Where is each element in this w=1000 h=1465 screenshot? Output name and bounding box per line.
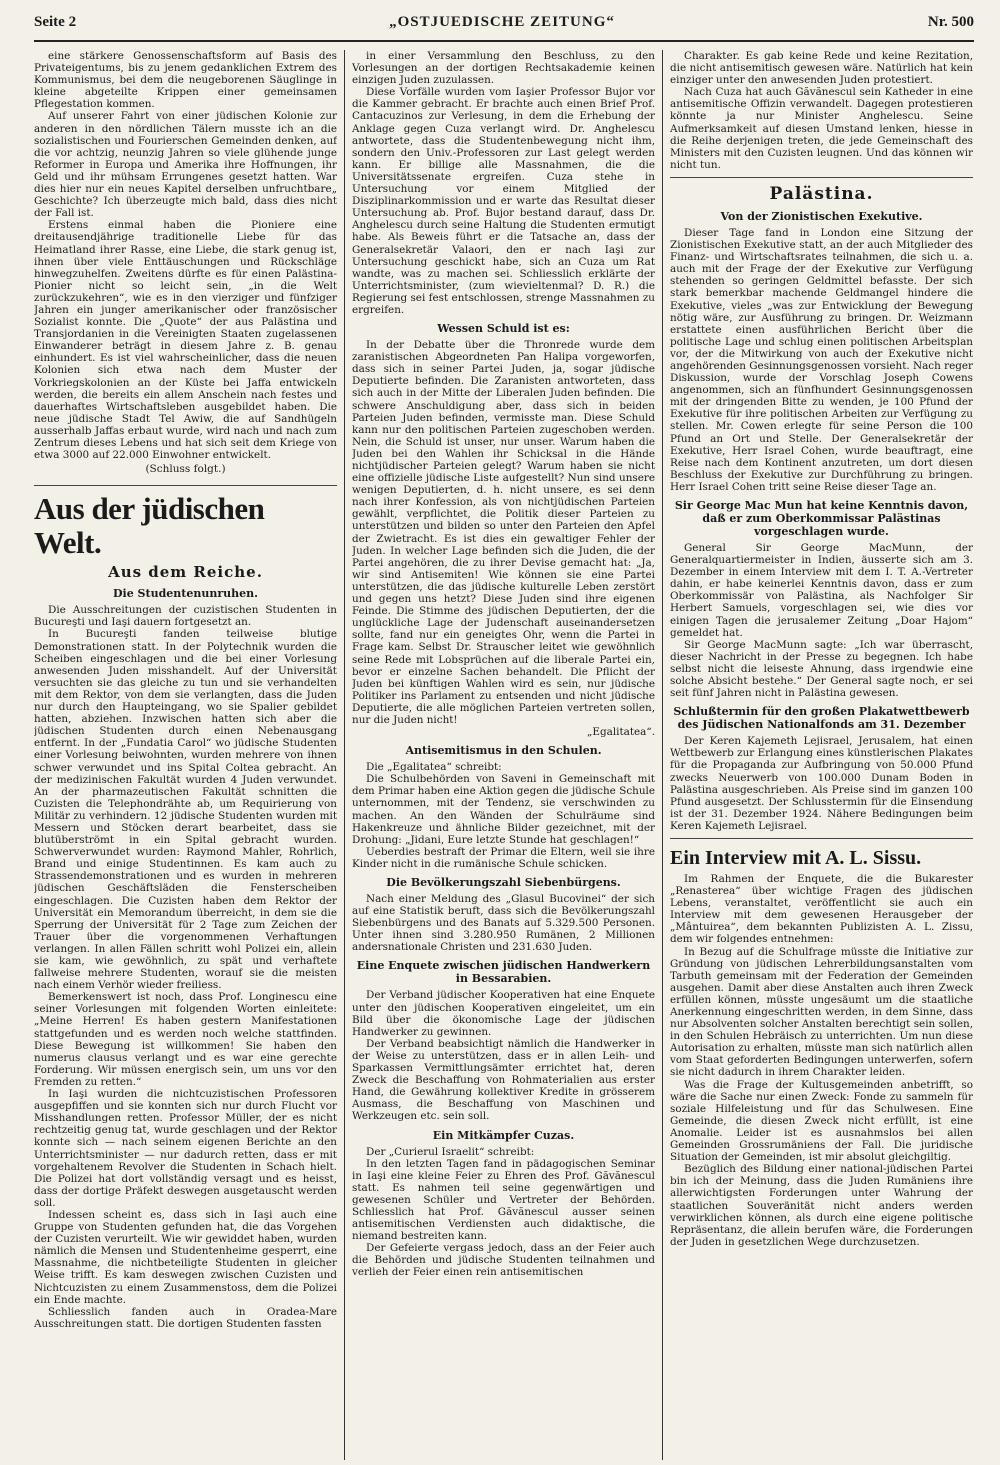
article-paragraph: In Bucureşti fanden teilweise blutige Demonstrationen statt. In der Polytechnik wurden die Scheiben eingeschlagen und die bei einer Vorlesung anwesenden Juden misshandelt. Auf der Universität versuchten sie das gleiche zu tun und sie verhandelten mit dem Rektor, von dem sie verlangten, dass die Juden nur durch den Haupteingang, wo sie Spalier gebildet hatten, abziehen. Inzwischen hatten sich aber die jüdischen Studenten durch einen Nebenausgang entfernt. In der „Fundatia Carol“ wo jüdische Studenten einer Vorlesung beiwohnten, wurden mehrere von ihnen schwer verwundet und ins Spital Coltea gebracht. An der medizinischen Fakultät wurden 4 Juden verwundet. An der pharmazeutischen Fakultät schnitten die Cuzisten die Telephondrähte ab, um Requirierung von Militär zu verhindern. 12 jüdische Studenten wurden mit Messern und Stöcken derart bearbeitet, dass sie blutüberströmt in ein Spital gebracht wurden. Schwerverwundet wurden: Raymond Mahler, Rohrlich, Brand und einige Studentinnen. Es kam auch zu Strassendemonstrationen und es wurden in mehreren jüdischen Geschäftsläden die Fensterscheiben eingeschlagen. Die Cuzisten haben dem Rektor der Universität ein Memorandum überreicht, in dem sie die Sperrung der Universität für 2 Tage zum Zeichen der Trauer über die vorgenommenen Verhaftungen verlangen. In allen Fällen schritt wohl Polizei ein, allein sie kam, wie gewöhnlich, zu spät und verhaftete fallweise mehrere Studenten, worauf sie die meisten nach einem Verhör wieder freiliess. bbox=[34, 628, 337, 992]
article-paragraph: Indessen scheint es, dass sich in Iaşi auch eine Gruppe von Studenten gefunden hat, die das Vorgehen der Cuzisten verurteilt. Wie wir gewiddet haben, wurden nämlich die Mensen und Studentenheime gesperrt, eine Massnahme, die nichtbeteiligte Studenten in gleicher Weise trifft. Es kam deswegen zwischen Cuzisten und Nichtcuzisten zu einem Zusammenstoss, dem die Polizei ein Ende machte. bbox=[34, 1208, 337, 1306]
column-rule bbox=[344, 50, 345, 1460]
article-title: Von der Zionistischen Exekutive. bbox=[720, 209, 923, 223]
columns bbox=[34, 50, 974, 1460]
article-paragraph: Charakter. Es gab keine Rede und keine Rezitation, die nicht antisemitisch gewesen wäre. Natürlich hat kein einziger unter den anwesenden Juden protestiert. bbox=[670, 50, 973, 87]
article-title: Eine Enquete zwischen jüdischen Handwerkern in Bessarabien. bbox=[356, 959, 651, 986]
article-paragraph: Schliesslich fanden auch in Oradea-Mare Ausschreitungen statt. Die dortigen Studenten fassten bbox=[34, 1305, 337, 1330]
issue-number: Nr. 500 bbox=[927, 14, 974, 30]
divider bbox=[670, 177, 973, 178]
article-title: Sir George Mac Mun hat keine Kenntnis davon, daß er zum Oberkommissar Palästinas vorgeschlagen wurde. bbox=[674, 499, 969, 538]
page-label: Seite 2 bbox=[34, 14, 77, 30]
article-title: Ein Mitkämpfer Cuzas. bbox=[432, 1128, 575, 1142]
article-paragraph: In der Debatte über die Thronrede wurde dem zaranistischen Abgeordneten Pan Halipa vorgeworfen, dass sich in seiner Partei Juden, ja, sogar jüdische Deputierte befinden. Die Zaranisten antworteten, dass sich auch in der Mitte der Liberalen Juden befinden. Die schwere Anschuldigung aber, dass sich in beiden Parteien Juden befinden, vermisste man. Diese Schuld kann nur den politischen Parteien zugeschoben werden. Nein, die Schuld ist unser, nur unser. Warum haben die Juden bei den Wahlen ihr Schicksal in die Hände nichtjüdischer Parteien gelegt? Warum haben sie nicht eine offizielle jüdische Liste aufgestellt? Nun sind unsere wenigen Deputierten, d. h. nicht unsere, es sei denn nach ihrer Konfession, als von nichtjüdischen Parteien gewählt, verpflichtet, die Politik dieser Parteien zu unterstützen und bilden so unter den Parteien den Apfel der Zwietracht. Es ist dies ein gewaltiger Fehler der Juden. In welcher Lage befinden sich die Juden, die der Partei angehören, die zu ihrer Devise gemacht hat: „Ja, wir sind Antisemiten! Wie können sie eine Partei unterstützen, die das jüdische kulturelle Leben zerstört und gegen uns hetzt? Diese Juden sind ihre eigenen Feinde. Die Stimme des jüdischen Deputierten, der die unglückliche Lage der Judenschaft auseinandersetzen sollte, fand nur ein geneigtes Ohr, wenn die Partei in Frage kam. Selbst Dr. Strauscher leitet wie gewöhnlich seine Rede mit Lobsprüchen auf die liberale Partei ein, bevor er einzelne Sachen behandelt. Die Pflicht der Juden bei künftigen Wahlen wird es sein, nur jüdische Politiker ins Parlament zu entsenden und nicht jüdische Deputierte, die alle möglichen Parteien vertreten sollen, nur die Juden nicht! bbox=[352, 339, 655, 726]
section-title: Ein Interview mit A. L. Sissu. bbox=[670, 846, 922, 869]
article-paragraph: Im Rahmen der Enquete, die die Bukarester „Renasterea“ über wichtige Fragen des jüdischen Lebens, veranstaltet, veröffentlicht sie auch ein Interview mit dem gewesenen Herausgeber der „Mântuirea“, dem bekannten Publizisten A. L. Zissu, dem wir folgendes entnehmen: bbox=[670, 872, 973, 946]
source-attribution: „Egalitatea“. bbox=[587, 726, 655, 739]
article-paragraph: Der „Curierul Israelit“ schreibt: bbox=[366, 1145, 535, 1158]
article-paragraph: In Iaşi wurden die nichtcuzistischen Professoren ausgepfiffen und sie konnten sich nur durch Flucht vor Misshandlungen retten. Professor Müller, der es nicht rechtzeitig genug tat, wurde geschlagen und der Rektor konnte sich — nach seinem eigenen Berichte an den Unterrichtsminister — nur dadurch retten, dass er mit vorgehaltenem Revolver die Studenten in Schach hielt. Die Polizei hat dort vollständig versagt und es heisst, dass der dortige Präfekt deswegen ausgetauscht werden soll. bbox=[34, 1088, 337, 1209]
article-paragraph: Die „Egalitatea“ schreibt: bbox=[366, 761, 502, 774]
column-1 bbox=[34, 50, 337, 1460]
article-paragraph: Der Verband beabsichtigt nämlich die Handwerker in der Weise zu unterstützen, dass er in allen Leih- und Sparkassen Vermittlungsämter errichtet hat, deren Zweck die Beschaffung von Rohmaterialien aus erster Hand, die Gewährung kollektiver Kredite in grösserem Ausmass, die Beschaffung von Maschinen und Werkzeugen etc. sein soll. bbox=[352, 1037, 655, 1123]
article-title: Antisemitismus in den Schulen. bbox=[405, 744, 602, 758]
section-title: Palästina. bbox=[769, 183, 874, 204]
article-paragraph: Bemerkenswert ist noch, dass Prof. Longinescu eine seiner Vorlesungen mit folgenden Worten einleitete: „Meine Herren! Es haben gestern Manifestationen stattgefunden und es werden noch welche stattfinden. Diese Bewegung ist willkommen! Sie haben den numerus clausus verlangt und es war eine gerechte Forderung. Wir müssen energisch sein, um uns vor den Fremden zu retten.“ bbox=[34, 991, 337, 1088]
article-paragraph: Was die Frage der Kultusgemeinden anbetrifft, so wäre die Sache nur einen Zweck: Fonde zu sammeln für soziale Hilfeleistung und für das Schulwesen. Eine Gemeinde, die diesen Zweck nicht erfüllt, ist eine Anomalie. Leider ist es ausnahmslos bei allen Gemeinden Grossrumäniens der Fall. Die juridische Situation der Gemeinden, ist mir absolut gleichgiltig. bbox=[670, 1078, 973, 1164]
section-title: Aus der jüdischen Welt. bbox=[34, 491, 265, 561]
article-paragraph: Nach einer Meldung des „Glasul Bucovinei“ der sich auf eine Statistik beruft, dass sich die Bevölkerungszahl Siebenbürgens und des Banats auf 5.329.500 Personen. Unter ihnen sind 3.280.950 Rumänen, 2 Millionen andersnationale Christen und 231.630 Juden. bbox=[352, 893, 655, 954]
column-2 bbox=[352, 50, 655, 1460]
article-paragraph: Die Ausschreitungen der cuzistischen Studenten in Bucureşti und Iaşi dauern fortgesetzt an. bbox=[34, 604, 337, 629]
masthead bbox=[34, 14, 974, 36]
article-paragraph: Die Schulbehörden von Saveni in Gemeinschaft mit dem Primar haben eine Aktion gegen die jüdische Schule unternommen, mit der Tendenz, sie verschwinden zu machen. An den Wänden der Schulräume sind Hakenkreuze und ähnliche Bilder gezeichnet, mit der Drohung: „Jidani, Eure letzte Stunde hat geschlagen!“ bbox=[352, 773, 655, 846]
article-paragraph: Auf unserer Fahrt von einer jüdischen Kolonie zur anderen in den nördlichen Tälern musste ich an die sozialistischen und Fourierschen Gemeinden denken, auf die vor achtzig, neunzig Jahren so viele glühende junge Reformer in Europa und Amerika ihre Hoffnungen, ihr Geld und ihr mühsam Errungenes gesetzt hatten. War dies hier nur ein neues Kapitel derselben unfruchtbare„ Geschichte? Ich überzeugte mich bald, dass dies nicht der Fall ist. bbox=[34, 110, 337, 220]
article-paragraph: Der Keren Kajemeth Lejisrael, Jerusalem, hat einen Wettbewerb zur Erlangung eines künstlerischen Plakates für die Propaganda zur Aufbringung von 50.000 Pfund zwecks Neuerwerb von 100.000 Dunam Boden in Palästina ausgeschrieben. Als Preise sind im ganzen 100 Pfund ausgesetzt. Der Schlusstermin für die Einsendung ist der 31. Dezember 1924. Nähere Bedingungen beim Keren Kajemeth Lejisrael. bbox=[670, 735, 973, 832]
article-paragraph: Dieser Tage fand in London eine Sitzung der Zionistischen Exekutive statt, an der auch Mitglieder des Finanz- und Wirtschaftsrates teilnahmen, die sich u. a. auch mit der Frage der der Exekutive zur Verfügung stehenden so geringen Geldmittel befasste. Der sich stark bemerkbar machende Geldmangel hindere die Exekutive, vieles „was zur Entwicklung der Bewegung nötig wäre, zur Ausführung zu bringen. Dr. Weizmann erstattete einen ausführlichen Bericht über die politische Lage und schlug einen politischen Arbeitsplan vor, der die Mitwirkung von auch der Exekutive nicht angehörenden Gesinnungsgenossen vorsieht. Nach reger Diskussion, wurde der Vorschlag Joseph Cowens angenommen, sich an fünfhundert Gesinnungsgenossen mit der dringenden Bitte zu wenden, je 100 Pfund der Exekutive für ihre politischen Arbeiten zur Verfügung zu stellen. Mr. Cowen erlegte für seine Person die 100 Pfund an Ort und Stelle. Der Generalsekretär der Exekutive, Herr Israel Cohen, wurde beauftragt, eine Reise nach dem Kontinent anzutreten, um dort diesen Beschluss der Exekutive zur Durchführung zu bringen. Herr Israel Cohen tritt seine Reise dieser Tage an. bbox=[670, 226, 973, 493]
article-title: Wessen Schuld ist es: bbox=[437, 322, 570, 336]
article-paragraph: Nach Cuza hat auch Găvănescul sein Katheder in eine antisemitische Offizin verwandelt. Dagegen protestieren könnte ja nur Minister Anghelescu. Seine Aufmerksamkeit auf diesen Umstand lenken, hiesse in die Reihe derjenigen treten, die jede Gemeinschaft des Ministers mit den Cuzisten leugnen. Und das können wir nicht tun. bbox=[670, 86, 973, 171]
header-rule bbox=[34, 40, 974, 42]
article-title: Die Studentenunruhen. bbox=[113, 587, 258, 601]
divider bbox=[34, 485, 337, 486]
article-paragraph: Der Gefeierte vergass jedoch, dass an der Feier auch die Behörden und jüdische Studenten teilnahmen und verlieh der Feier einen rein antisemitischen bbox=[352, 1242, 655, 1279]
article-paragraph: in einer Versammlung den Beschluss, zu den Vorlesungen an der dortigen Rechtsakademie keinen einzigen Juden zuzulassen. bbox=[352, 50, 655, 87]
article-paragraph: eine stärkere Genossenschaftsform auf Basis des Privateigentums, bis zu jenem gedanklichen Extrem des Kommunismus, bei dem die neugeborenen Säuglinge in kleine abgeteilte Krippen einer gemeinsamen Pflegestation kommen. bbox=[34, 50, 337, 111]
newspaper-title: „OSTJUEDISCHE ZEITUNG“ bbox=[389, 14, 615, 30]
article-paragraph: Ueberdies bestraft der Primar die Eltern, weil sie ihre Kinder nicht in die rumänische Schule schicken. bbox=[352, 845, 655, 870]
article-paragraph: Diese Vorfälle wurden vom Iaşier Professor Bujor vor die Kammer gebracht. Er brachte auch einen Brief Prof. Cantacuzinos zur Verlesung, in dem die Erhebung der Anklage gegen Cuza verlangt wird. Dr. Anghelescu antwortete, dass die Studentenbewegung nicht ihm, sondern den Univ.-Professoren zur Last gelegt werden kann. Er billige alle Massnahmen, die die Universitätssenate ergreifen. Cuza stehe in Untersuchung vor einem Mitglied der Disziplinarkommission und er warte das Resultat dieser Untersuchung ab. Prof. Bujor bestand darauf, dass Dr. Anghelescu durch seine Haltung die Studenten ermutigt habe. Als Beweis führt er die Tatsache an, dass der Generalsekretär Valaori, den er nach Iaşi zur Untersuchung geschickt habe, sich an Cuza um Rat wandte, was zu machen sei. Schliesslich erklärte der Unterrichtsminister, (zum wievieltenmal? D. R.) die Regierung sei fest entschlossen, strenge Massnahmen zu ergreifen. bbox=[352, 86, 655, 316]
column-3 bbox=[670, 50, 973, 1460]
column-rule bbox=[662, 50, 663, 1460]
subsection-title: Aus dem Reiche. bbox=[108, 563, 263, 582]
article-paragraph: In Bezug auf die Schulfrage müsste die Initiative zur Gründung von jüdischen Lehrerbildungsanstalten vom Tarbuth gemeinsam mit der Federation der Gemeinden ausgehen. Damit aber diese Anstalten auch ihren Zweck erfüllen können, müsste ungesäumt um die staatliche Anerkennung eingeschritten werden, in dem Sinne, dass nur Absolventen solcher Anstalten berechtigt sein sollen, in den Schulen Hebräisch zu unterrichten. Um nun diese Autorisation zu erhalten, müsste man sich natürlich allen vom Staat geforderten Bedingungen unterwerfen, sofern sie nicht dadurch in ihrem Charakter leiden. bbox=[670, 945, 973, 1079]
article-title: Die Bevölkerungszahl Siebenbürgens. bbox=[386, 876, 621, 889]
article-paragraph: Sir George MacMunn sagte: „Ich war überrascht, dieser Nachricht in der Presse zu begegnen. Ich habe selbst nicht die leiseste Ahnung, dass irgendwie eine solche Absicht bestehe.“ Der General sagte noch, er sei seit fünf Jahren nicht in Palästina gewesen. bbox=[670, 638, 973, 700]
continuation-note: (Schluss folgt.) bbox=[145, 463, 226, 476]
article-title: Schlußtermin für den großen Plakatwettbewerb des Jüdischen Nationalfonds am 31. Dezember bbox=[673, 705, 970, 732]
article-paragraph: Erstens einmal haben die Pioniere eine dreitausendjährige traditionelle Liebe für das Heimatland ihrer Rasse, eine Liebe, die stark genug ist, ihnen über viele Enttäuschungen und Rückschläge hinwegzuhelfen. Zweitens dürfte es für einen Palästina-Pionier nicht so leicht sein, „in die Welt zurückzukehren“, wie es in den vierziger und fünfziger Jahren ein junger amerikanischer oder französischer Sozialist konnte. Die „Quote“ der aus Palästina und Transjordanien in die Vereinigten Staaten zugelassenen Einwanderer beträgt in diesem Jahre z. B. genau einhundert. Es ist viel wahrscheinlicher, dass die neuen Kolonien sich etwa nach dem Muster der Vorkriegskolonien an der Küste bei Jaffa entwickeln werden, die bereits ein allem Anschein nach festes und dauerhaftes Wirtschaftsleben ausgebildet haben. Die neue jüdische Stadt Tel Awiw, die auf Sandhügeln ausserhalb Jaffas erbaut wurde, wird nach und nach zum Zentrum dieses Lebens und hat sich seit dem Kriege von etwa 3000 auf 22.000 Einwohner entwickelt. bbox=[34, 219, 337, 462]
article-paragraph: Der Verband jüdischer Kooperativen hat eine Enquete unter den jüdischen Kooperativen eingeleitet, um ein Bild über die ökonomische Lage der jüdischen Handwerker zu gewinnen. bbox=[352, 989, 655, 1038]
article-paragraph: In den letzten Tagen fand in pädagogischen Seminar in Iaşi eine kleine Feier zu Ehren des Prof. Găvănescul statt. Es nahmen teil seine gegenwärtigen und gewesenen Schüler und Vertreter der Behörden. Schliesslich hat Prof. Găvănescul ausser seinen antisemitischen Verdiensten auch didaktische, die niemand bestreiten kann. bbox=[352, 1157, 655, 1243]
article-paragraph: General Sir George MacMunn, der Generalquartiermeister in Indien, äusserte sich am 3. Dezember in einem Interview mit dem I. T. A.-Vertreter dahin, er habe keinerlei Kenntnis davon, dass er zum Oberkommissär von Palästina, als Nachfolger Sir Herbert Samuels, vorgeschlagen sei, wie dies vor einigen Tagen die jerusalemer Zeitung „Doar Hajom“ gemeldet hat. bbox=[670, 542, 973, 639]
article-paragraph: Bezüglich des Bildung einer national-jüdischen Partei bin ich der Meinung, dass die Juden Rumäniens ihre allerwichtigsten Forderungen unter Wahrung der staatlichen Souveränität nicht anders werden verwirklichen können, als durch eine eigene politische Repräsentanz, die allein berufen wäre, die Forderungen der Juden in gesetzlichen Wege durchzusetzen. bbox=[670, 1163, 973, 1248]
divider bbox=[670, 838, 973, 839]
